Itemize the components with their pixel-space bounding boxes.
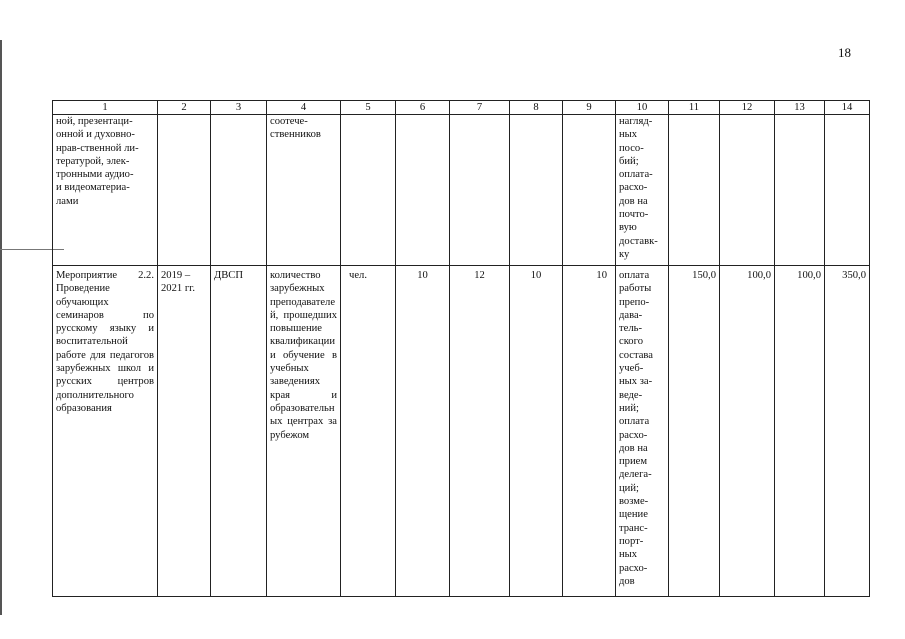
header-col-2: 2 — [158, 101, 211, 115]
header-col-10: 10 — [616, 101, 669, 115]
unit-cell: чел. — [341, 266, 396, 597]
program-activities-table — [52, 100, 870, 597]
header-col-9: 9 — [563, 101, 616, 115]
value-cell-6 — [396, 115, 450, 266]
unit-cell — [341, 115, 396, 266]
activity-name-cell: ной, презентаци- онной и духовно- нрав-ственной ли- тературой, элек- тронными аудио- и видеоматериа- лами — [53, 115, 158, 266]
header-col-6: 6 — [396, 101, 450, 115]
column-number-header-row — [53, 101, 870, 115]
page-number: 18 — [838, 45, 851, 60]
amount-cell-12: 100,0 — [720, 266, 775, 597]
header-col-13: 13 — [775, 101, 825, 115]
table-row-activity-2-2 — [53, 266, 870, 597]
value-cell-7 — [450, 115, 510, 266]
header-col-12: 12 — [720, 101, 775, 115]
expense-direction-cell: оплата работы препо- дава- тель- ского состава учеб- ных за- веде- ний; оплата расхо- дов на прием делега- ций; возме- щение транс- порт- ных расхо- дов — [616, 266, 669, 597]
header-col-4: 4 — [267, 101, 341, 115]
header-col-1: 1 — [53, 101, 158, 115]
executor-cell — [211, 115, 267, 266]
period-cell — [158, 115, 211, 266]
scan-left-edge-line — [0, 40, 2, 615]
header-col-5: 5 — [341, 101, 396, 115]
header-col-7: 7 — [450, 101, 510, 115]
value-cell-8 — [510, 115, 563, 266]
value-cell-9: 10 — [563, 266, 616, 597]
activity-name-cell: Мероприятие 2.2. Проведение обучающих семинаров по русскому языку и воспитательной работе для педагогов зарубежных школ и русских центров дополнительного образования — [53, 266, 158, 597]
indicator-cell: соотече- ственников — [267, 115, 341, 266]
amount-cell-13: 100,0 — [775, 266, 825, 597]
value-cell-9 — [563, 115, 616, 266]
amount-cell-11 — [669, 115, 720, 266]
period-cell: 2019 – 2021 гг. — [158, 266, 211, 597]
amount-cell-14: 350,0 — [825, 266, 870, 597]
header-col-8: 8 — [510, 101, 563, 115]
amount-cell-14 — [825, 115, 870, 266]
header-col-3: 3 — [211, 101, 267, 115]
amount-cell-12 — [720, 115, 775, 266]
expense-direction-cell: нагляд- ных посо- бий; оплата- расхо- дов на почто- вую доставк- ку — [616, 115, 669, 266]
value-cell-7: 12 — [450, 266, 510, 597]
header-col-11: 11 — [669, 101, 720, 115]
table-row-continued — [53, 115, 870, 266]
header-col-14: 14 — [825, 101, 870, 115]
value-cell-8: 10 — [510, 266, 563, 597]
amount-cell-11: 150,0 — [669, 266, 720, 597]
amount-cell-13 — [775, 115, 825, 266]
value-cell-6: 10 — [396, 266, 450, 597]
indicator-cell: количество зарубежных преподавателей, прошедших повышение квалификации и обучение в учебных заведениях края и образовательных центрах за рубежом — [267, 266, 341, 597]
executor-cell: ДВСП — [211, 266, 267, 597]
